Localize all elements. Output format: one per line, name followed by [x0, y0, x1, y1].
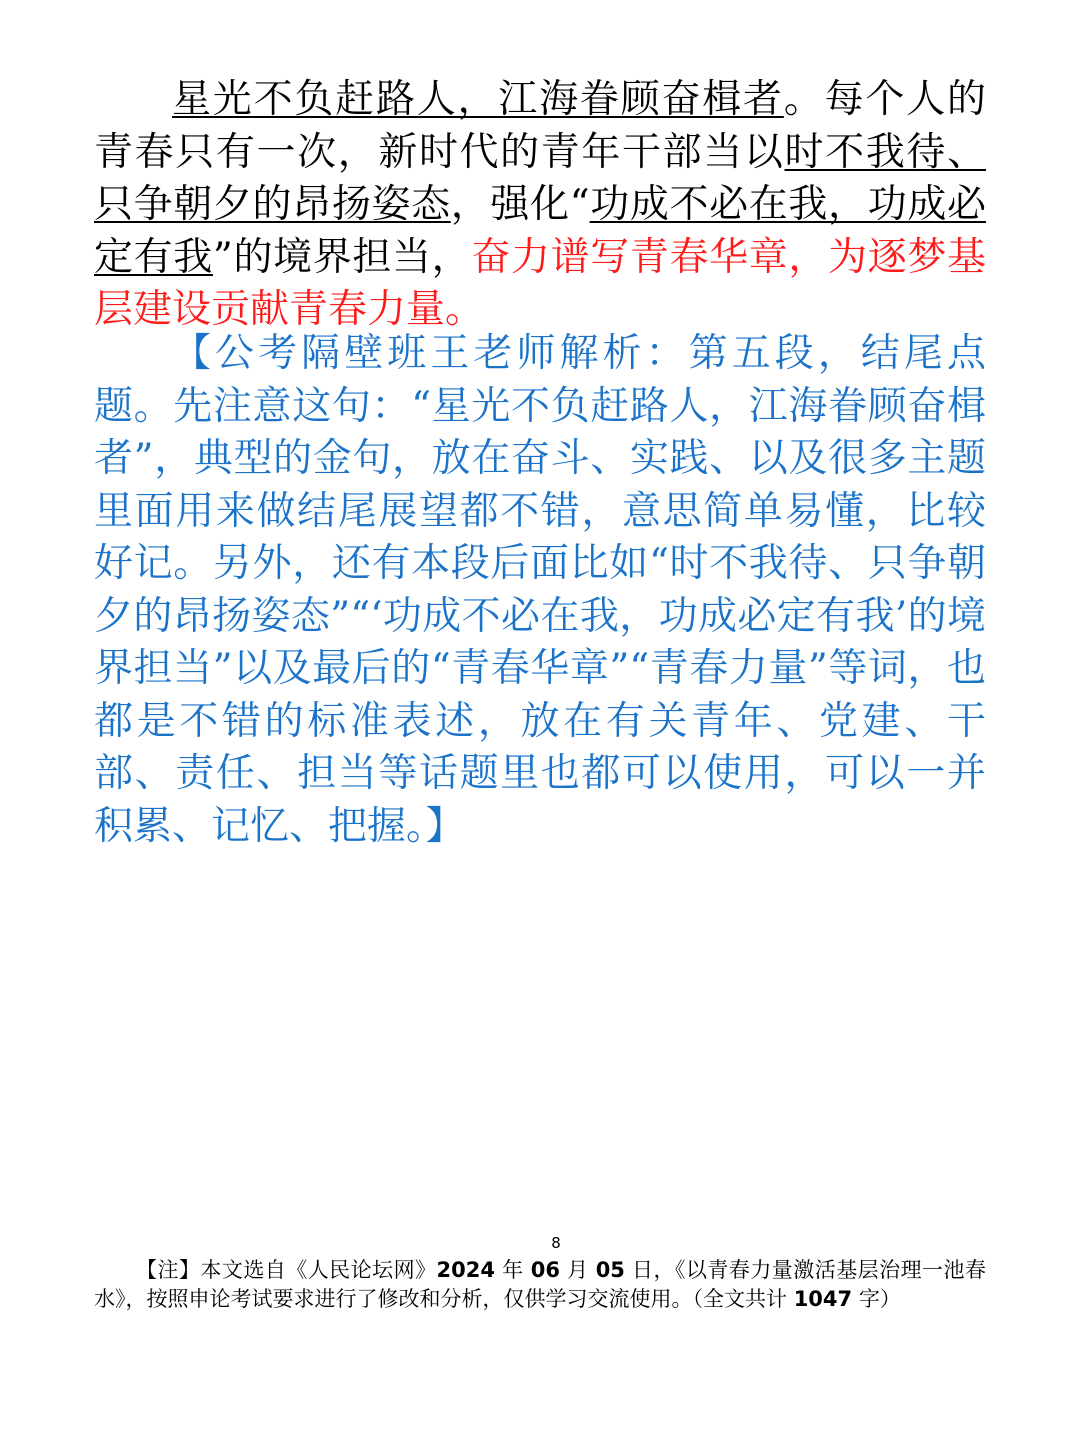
footnote-text-1: 【注】本文选自《人民论坛网》	[136, 1258, 437, 1282]
footnote-text-3: 月	[559, 1258, 596, 1282]
underlined-quote-1: 星光不负赶路人，江海眷顾奋楫者	[172, 77, 784, 122]
analysis-paragraph: 【公考隔壁班王老师解析：第五段，结尾点题。先注意这句：“星光不负赶路人，江海眷顾奋楫者”，典型的金句，放在奋斗、实践、以及很多主题里面用来做结尾展望都不错，意思简单易懂，比较好记。另外，还有本段后面比如“时不我待、只争朝夕的昂扬姿态”“‘功成不必在我，功成必定有我’的境界担当”以及最后的“青春华章”“青春力量”等词，也都是不错的标准表述，放在有关青年、党建、干部、责任、担当等话题里也都可以使用，可以一并积累、记忆、把握。】	[94, 331, 986, 849]
main-text-3: ”的境界担当，	[212, 234, 472, 280]
page-number: 8	[551, 1234, 561, 1252]
footnote-word-count: 1047	[793, 1287, 853, 1311]
footnote-text-5: 字）	[852, 1287, 901, 1311]
footnote-year: 2024	[436, 1258, 495, 1282]
main-text-2: ，强化“	[450, 182, 590, 227]
red-highlight-text: 奋力谱写青春华章，为逐梦基层建设贡献青春力量。	[94, 234, 986, 332]
main-text-1: 。每个人的青春只有一次，新时代的青年干部当以	[94, 77, 986, 175]
footnote-text-4: 日，《以青春力量激活基层治理一池春水》，按照申论考试要求进行了修改和分析，仅供学习交流使用。（全文共计	[94, 1258, 986, 1311]
footnote-day: 05	[595, 1258, 625, 1282]
footnote-month: 06	[530, 1258, 560, 1282]
underlined-phrase-3: 功成不必在我，功成必定有我	[94, 182, 986, 280]
main-paragraph	[94, 74, 986, 337]
footnote	[94, 1256, 986, 1314]
footnote-text-2: 年	[494, 1258, 531, 1282]
underlined-phrase-2: 时不我待、只争朝夕的昂扬姿态	[94, 129, 986, 227]
